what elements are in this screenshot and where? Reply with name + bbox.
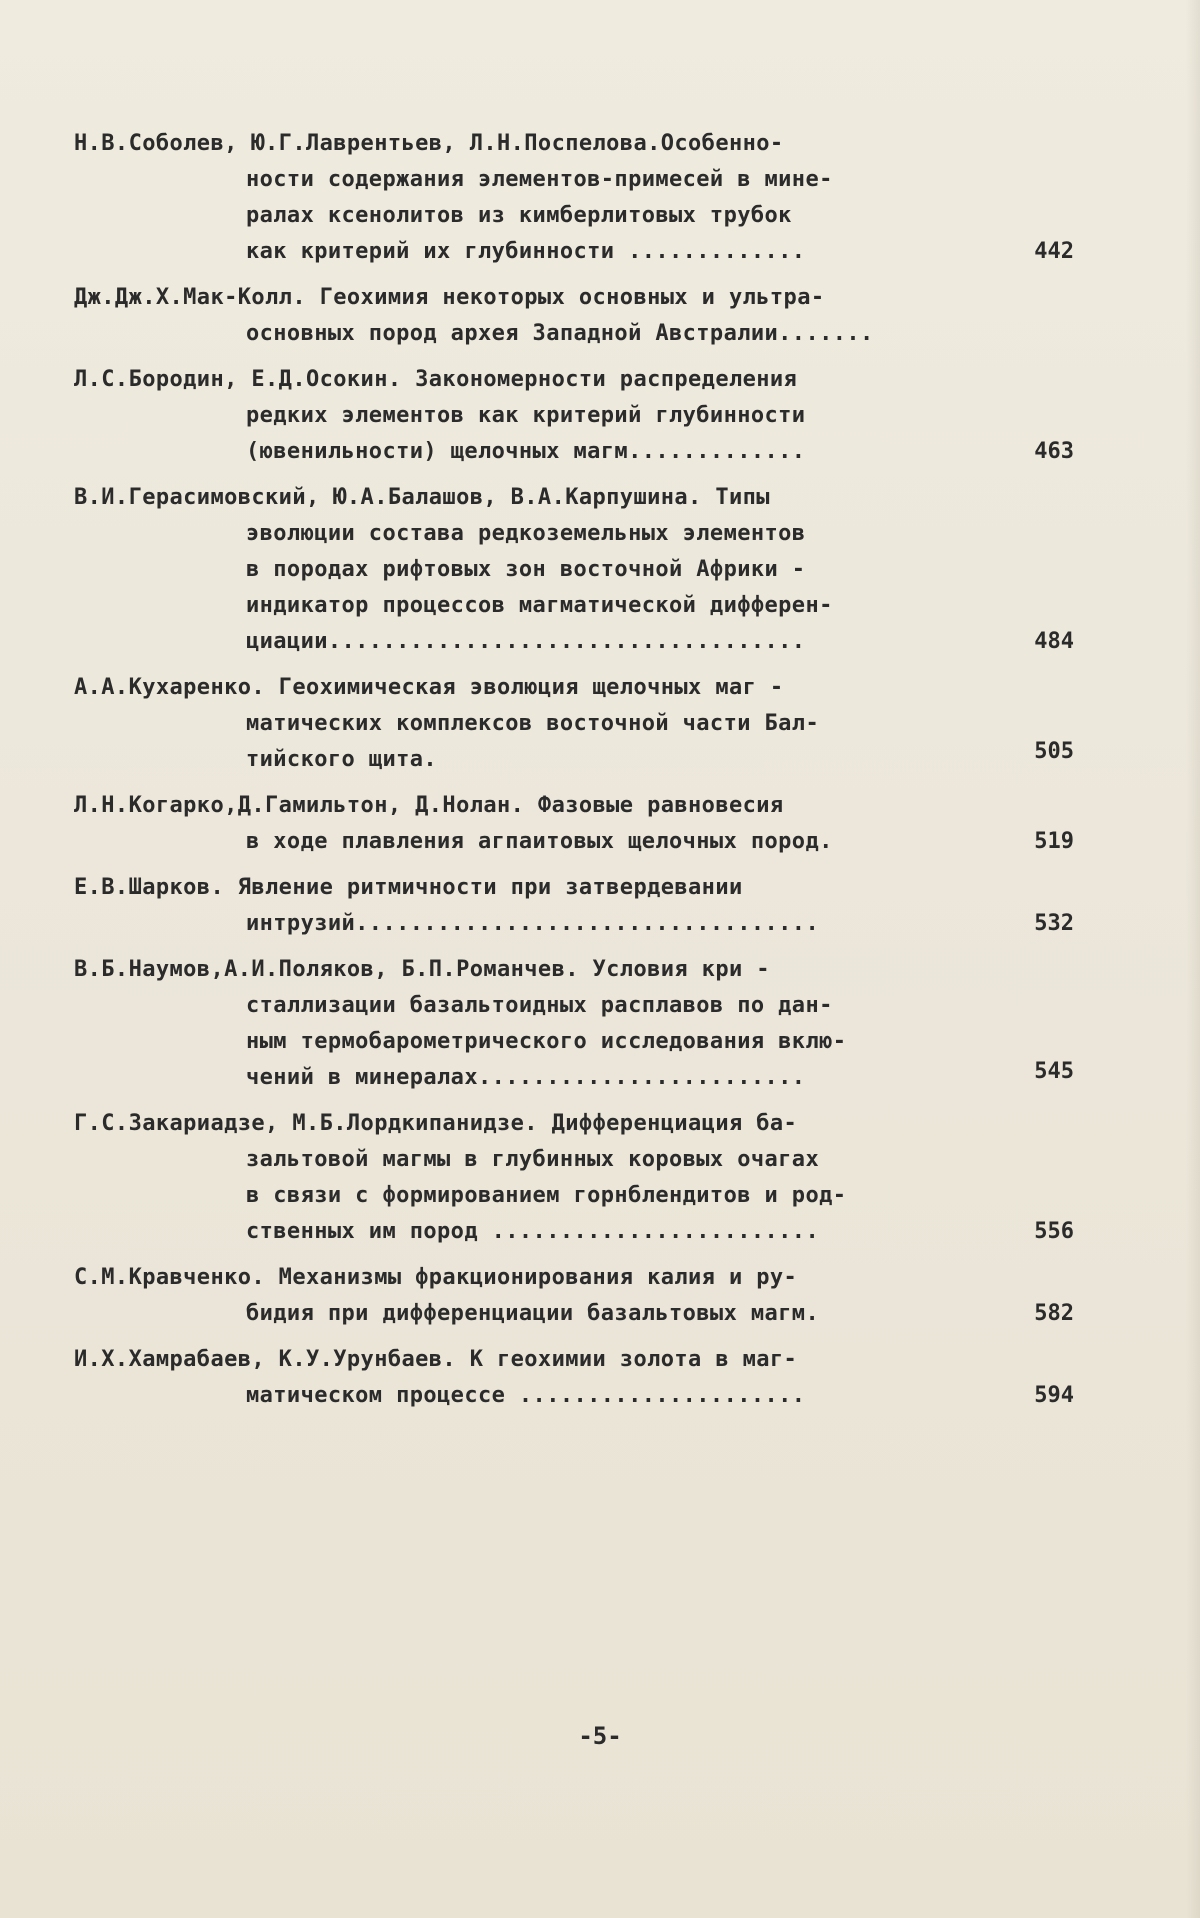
entry-page-number: 519 xyxy=(1034,829,1074,854)
page-edge-shadow xyxy=(1186,0,1200,1918)
entry-authors-title-line: Л.Н.Когарко,Д.Гамильтон, Д.Нолан. Фазовые равновесия xyxy=(74,793,784,818)
toc-entry-zakariadze xyxy=(74,1106,1074,1250)
entry-title-line: ственных им пород ........................ xyxy=(246,1219,820,1244)
toc-entry-naumov xyxy=(74,952,1074,1096)
entry-authors-title-line: И.Х.Хамрабаев, К.У.Урунбаев. К геохимии золота в маг- xyxy=(74,1347,798,1372)
entry-title-line: бидия при дифференциации базальтовых магм. xyxy=(246,1301,820,1326)
entry-page-number: 463 xyxy=(1034,439,1074,464)
entry-authors-title-line: Л.С.Бородин, Е.Д.Осокин. Закономерности распределения xyxy=(74,367,798,392)
entry-title-line: (ювенильности) щелочных магм............. xyxy=(246,439,806,464)
entry-title-line: как критерий их глубинности ............. xyxy=(246,239,806,264)
entry-page-number: 484 xyxy=(1034,629,1074,654)
entry-title-line: индикатор процессов магматической дифферен- xyxy=(246,593,833,618)
entry-title-line: матическом процессе ..................... xyxy=(246,1383,806,1408)
entry-authors-title-line: А.А.Кухаренко. Геохимическая эволюция щелочных маг - xyxy=(74,675,784,700)
entry-authors-title-line: С.М.Кравченко. Механизмы фракционирования калия и ру- xyxy=(74,1265,798,1290)
page-footer-number: -5- xyxy=(578,1722,622,1750)
toc-entry-gerasimovsky xyxy=(74,480,1074,660)
entry-title-line: ным термобарометрического исследования вклю- xyxy=(246,1029,847,1054)
toc-entry-mccall xyxy=(74,280,1074,352)
entry-title-line: интрузий.................................. xyxy=(246,911,820,936)
entry-page-number: 442 xyxy=(1034,239,1074,264)
toc-entry-kravchenko xyxy=(74,1260,1074,1332)
entry-title-line: в ходе плавления агпаитовых щелочных пород. xyxy=(246,829,833,854)
entry-authors-title-line: Дж.Дж.Х.Мак-Колл. Геохимия некоторых основных и ультра- xyxy=(74,285,825,310)
entry-page-number: 582 xyxy=(1034,1301,1074,1326)
entry-title-line: тийского щита. xyxy=(246,747,438,772)
entry-title-line: ралах ксенолитов из кимберлитовых трубок xyxy=(246,203,792,228)
toc-entry-borodin xyxy=(74,362,1074,470)
entry-authors-title-line: Е.В.Шарков. Явление ритмичности при затвердевании xyxy=(74,875,743,900)
entry-title-line: в породах рифтовых зон восточной Африки - xyxy=(246,557,806,582)
entry-title-line: матических комплексов восточной части Бал- xyxy=(246,711,820,736)
entry-page-number: 532 xyxy=(1034,911,1074,936)
entry-title-line: чений в минералах........................ xyxy=(246,1065,806,1090)
entry-page-number: 545 xyxy=(1034,1059,1074,1084)
entry-title-line: ности содержания элементов-примесей в мине- xyxy=(246,167,833,192)
entry-title-line: циации................................... xyxy=(246,629,806,654)
entry-title-line: основных пород архея Западной Австралии....... xyxy=(246,321,874,346)
entry-title-line: редких элементов как критерий глубинности xyxy=(246,403,806,428)
table-of-contents xyxy=(74,126,1074,1424)
entry-title-line: в связи с формированием горнблендитов и род- xyxy=(246,1183,847,1208)
toc-entry-kogarko xyxy=(74,788,1074,860)
entry-page-number: 594 xyxy=(1034,1383,1074,1408)
toc-entry-sobolev xyxy=(74,126,1074,270)
entry-title-line: эволюции состава редкоземельных элементов xyxy=(246,521,806,546)
entry-title-line: сталлизации базальтоидных расплавов по дан- xyxy=(246,993,833,1018)
toc-entry-khamrabaev xyxy=(74,1342,1074,1414)
entry-page-number: 556 xyxy=(1034,1219,1074,1244)
entry-title-line: зальтовой магмы в глубинных коровых очагах xyxy=(246,1147,820,1172)
entry-authors-title-line: В.Б.Наумов,А.И.Поляков, Б.П.Романчев. Условия кри - xyxy=(74,957,770,982)
entry-page-number: 505 xyxy=(1034,739,1074,764)
entry-authors-title-line: Г.С.Закариадзе, М.Б.Лордкипанидзе. Дифференциация ба- xyxy=(74,1111,798,1136)
toc-entry-kukharenko xyxy=(74,670,1074,778)
entry-authors-title-line: Н.В.Соболев, Ю.Г.Лаврентьев, Л.Н.Поспелова.Особенно- xyxy=(74,131,784,156)
entry-authors-title-line: В.И.Герасимовский, Ю.А.Балашов, В.А.Карпушина. Типы xyxy=(74,485,770,510)
toc-entry-sharkov xyxy=(74,870,1074,942)
